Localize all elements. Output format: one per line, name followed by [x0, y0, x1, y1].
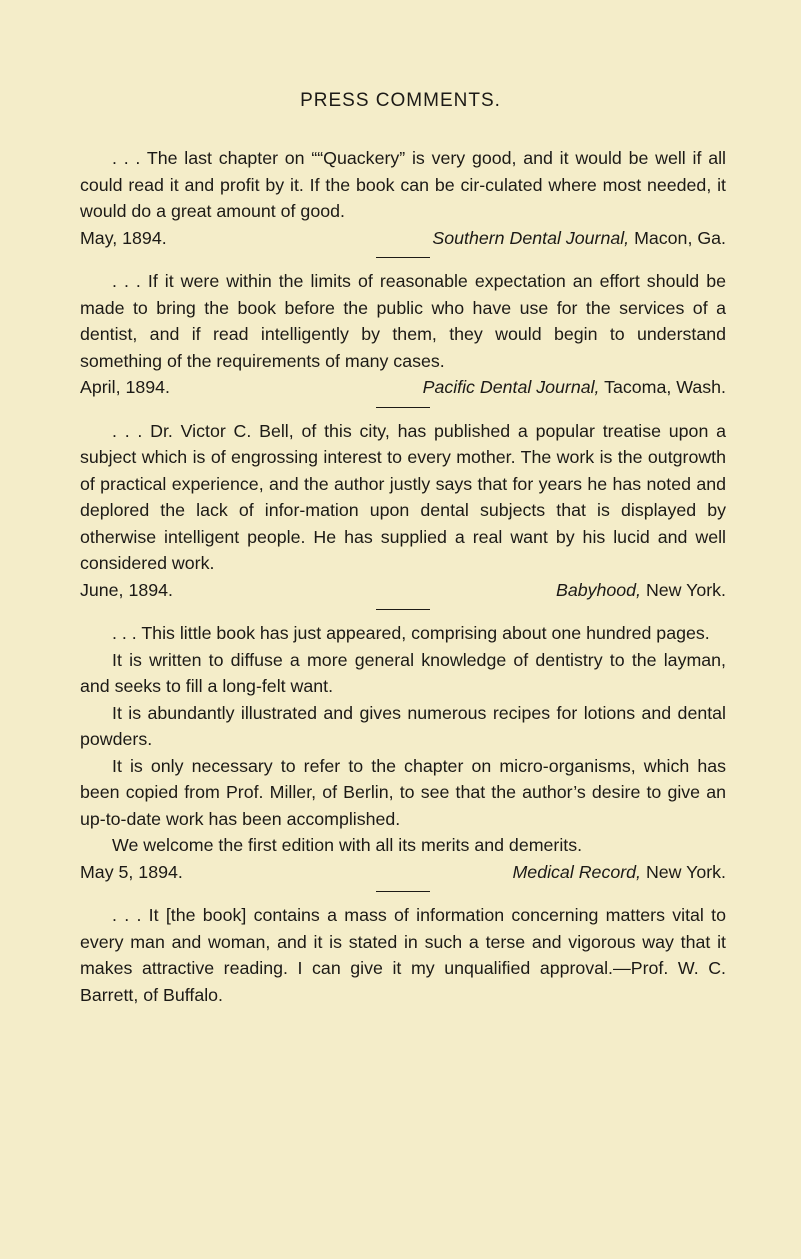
journal-place: Tacoma, Wash. — [604, 377, 726, 397]
journal-name: Pacific Dental Journal, — [422, 377, 600, 397]
attribution-date: April, 1894. — [80, 377, 170, 397]
attribution-date: June, 1894. — [80, 579, 173, 600]
comment-paragraph: . . . This little book has just appeared, comprising about one hundred pages. — [112, 623, 710, 643]
journal-place: New York. — [645, 579, 726, 600]
comment-pacific-dental — [80, 268, 726, 401]
comment-paragraph: . . . If it were within the limits of reasonable expectation an effort should be made to bring the book before the public who have use for the services of a dentist, and if read intelligently by them, they would begin to understand something of the requirements of many cases. — [80, 271, 726, 371]
comment-medical-record — [80, 620, 726, 885]
divider — [376, 891, 430, 892]
attribution — [80, 225, 726, 252]
journal-place: New York. — [645, 861, 726, 882]
comment-paragraph: We welcome the first edition with all its merits and demerits. — [112, 835, 583, 855]
divider — [376, 407, 430, 408]
attribution-date: May, 1894. — [80, 227, 167, 248]
closing-comment: . . . It [the book] contains a mass of information concerning matters vital to every man and woman, and it is stated in such a terse and vigorous way that it makes attractive reading. I can give it my unqualified approval.—Prof. W. C. Barrett, of Buffalo. — [80, 905, 726, 1005]
attribution — [80, 577, 726, 604]
journal-place: Macon, Ga. — [634, 227, 726, 248]
comment-babyhood — [80, 418, 726, 604]
comment-paragraph: . . . The last chapter on ““Quackery” is very good, and it would be well if all could read it and profit by it. If the book can be cir-culated where most needed, it would do a great amount of good. — [80, 148, 726, 221]
attribution — [80, 859, 726, 886]
journal-name: Southern Dental Journal, — [432, 227, 630, 248]
divider — [376, 257, 430, 258]
attribution — [80, 374, 726, 401]
attribution-source — [432, 225, 726, 252]
journal-name: Babyhood, — [555, 579, 641, 600]
journal-name: Medical Record, — [512, 861, 641, 882]
comment-paragraph: It is written to diffuse a more general knowledge of dentistry to the layman, and seeks to fill a long-felt want. — [80, 649, 726, 696]
comment-southern-dental — [80, 145, 726, 251]
divider — [376, 609, 430, 610]
page-heading: PRESS COMMENTS. — [300, 90, 501, 111]
comment-paragraph: It is abundantly illustrated and gives numerous recipes for lotions and dental powders. — [80, 702, 726, 749]
press-comments — [80, 145, 726, 1008]
attribution-source — [556, 577, 726, 604]
comment-paragraph: . . . Dr. Victor C. Bell, of this city, has published a popular treatise upon a subject which is of engrossing interest to every mother. The work is the outgrowth of practical experience, and the author justly says that for years he has noted and deplored the lack of infor-mation upon dental subjects that is displayed by otherwise intelligent people. He has supplied a real want by his lucid and well considered work. — [80, 420, 726, 573]
attribution-source — [513, 859, 727, 886]
comment-paragraph: It is only necessary to refer to the chapter on micro-organisms, which has been copied from Prof. Miller, of Berlin, to see that the author’s desire to give an up-to-date work has been accomplished. — [80, 755, 726, 829]
attribution-source — [423, 374, 726, 401]
attribution-date: May 5, 1894. — [80, 861, 183, 882]
